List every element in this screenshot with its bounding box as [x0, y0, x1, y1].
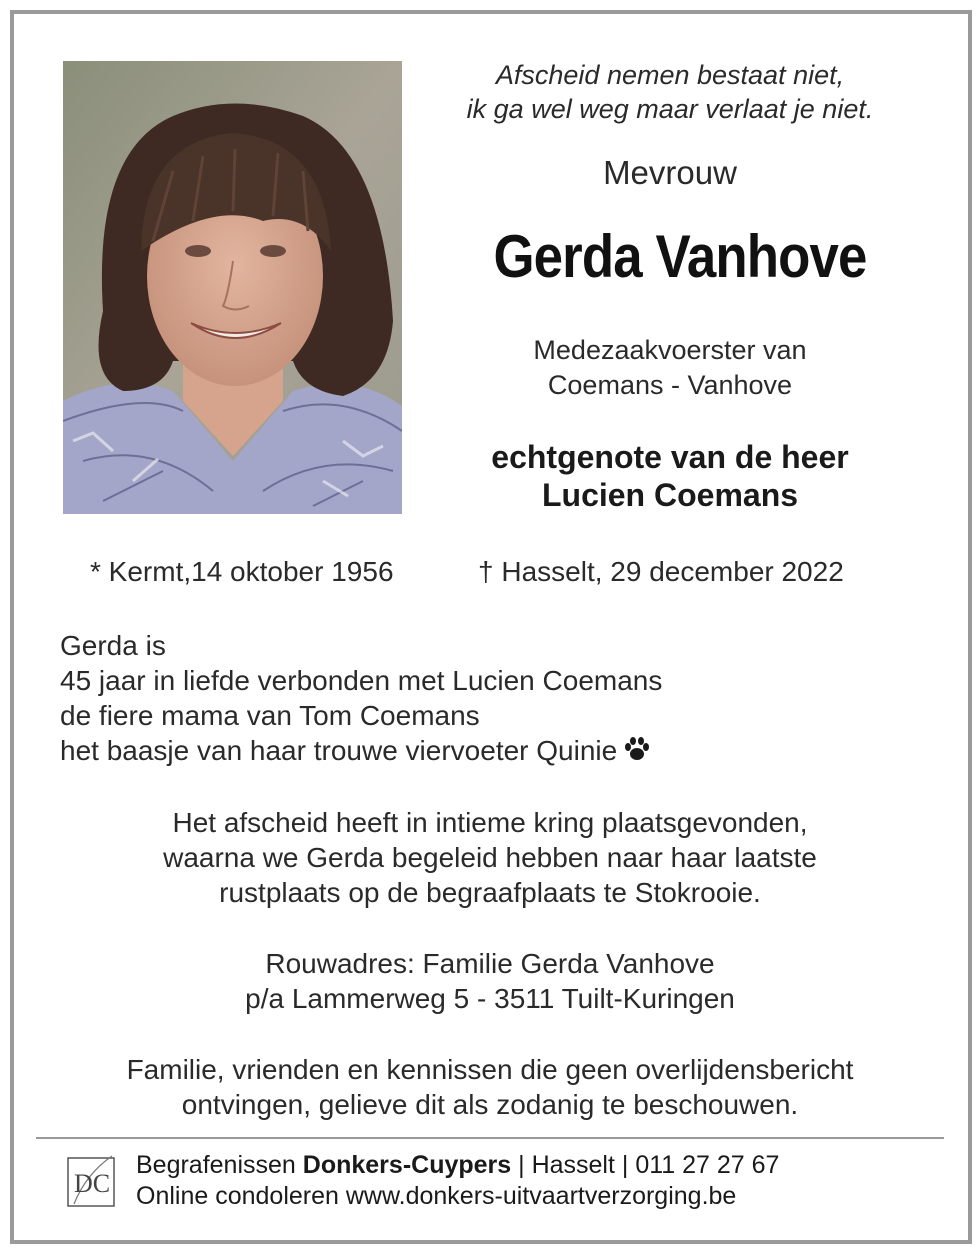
family-block: [60, 628, 662, 770]
notice-block: [40, 1052, 940, 1122]
farewell-block: [40, 805, 940, 910]
spouse-line-1: echtgenote van de heer: [491, 439, 849, 475]
footer-suffix: | Hasselt | 011 27 27 67: [511, 1151, 780, 1179]
family-line-4: het baasje van haar trouwe viervoeter Quinie: [60, 735, 618, 766]
family-line-2: 45 jaar in liefde verbonden met Lucien Coemans: [60, 665, 663, 696]
address-line-2: p/a Lammerweg 5 - 3511 Tuilt-Kuringen: [245, 983, 735, 1014]
address-block: [40, 946, 940, 1016]
farewell-line-3: rustplaats op de begraafplaats te Stokrooie.: [219, 877, 761, 908]
quote: [420, 58, 920, 126]
role: [420, 333, 920, 403]
funeral-home-logo: [66, 1154, 118, 1210]
spouse-line-2: Lucien Coemans: [541, 477, 799, 513]
notice-line-2: ontvingen, gelieve dit als zodanig te beschouwen.: [181, 1089, 799, 1120]
death-date: † Hasselt, 29 december 2022: [478, 556, 844, 587]
footer-line-1: [136, 1150, 779, 1181]
farewell-line-2: waarna we Gerda begeleid hebben naar haar laatste: [163, 842, 817, 873]
spouse: [420, 438, 920, 514]
footer-company: Donkers-Cuypers: [302, 1151, 512, 1179]
honorific: Mevrouw: [603, 154, 737, 191]
paw-icon: [623, 735, 651, 770]
family-line-4-row: [60, 733, 662, 770]
footer-prefix: Begrafenissen: [136, 1151, 303, 1179]
role-line-1: Medezaakvoerster van: [533, 335, 807, 365]
family-line-1: Gerda is: [60, 630, 166, 661]
portrait-photo: [63, 61, 402, 514]
quote-line-1: Afscheid nemen bestaat niet,: [495, 60, 845, 90]
logo-lettering: DC: [73, 1169, 111, 1198]
footer-divider: [36, 1137, 944, 1139]
deceased-name: Gerda Vanhove: [493, 223, 867, 290]
family-line-3: de fiere mama van Tom Coemans: [60, 700, 480, 731]
birth-date: * Kermt,14 oktober 1956: [90, 556, 394, 587]
quote-line-2: ik ga wel weg maar verlaat je niet.: [466, 94, 874, 124]
footer-line-2[interactable]: Online condoleren www.donkers-uitvaartverzorging.be: [136, 1182, 737, 1210]
farewell-line-1: Het afscheid heeft in intieme kring plaatsgevonden,: [172, 807, 808, 838]
address-line-1: Rouwadres: Familie Gerda Vanhove: [265, 948, 715, 979]
footer: [136, 1150, 779, 1212]
role-line-2: Coemans - Vanhove: [547, 370, 793, 400]
notice-line-1: Familie, vrienden en kennissen die geen overlijdensbericht: [126, 1054, 854, 1085]
